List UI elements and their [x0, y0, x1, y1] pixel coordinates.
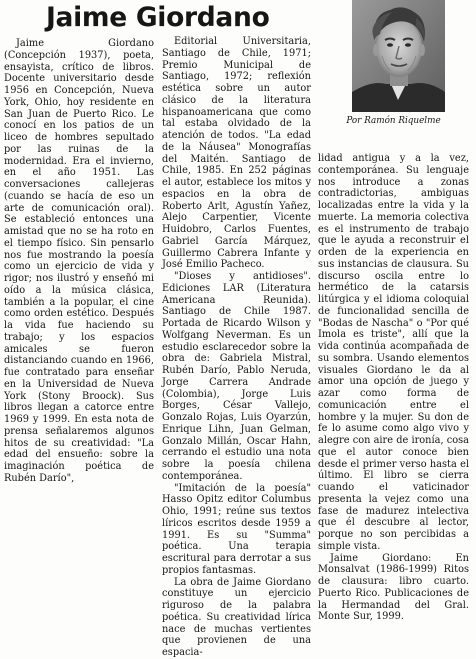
article-column-3 — [318, 153, 469, 623]
paragraph: lidad antigua y a la vez, contemporánea. Su lenguaje nos introduce a zonas contradictorias, ambiguas localizadas entre la vida y la muerte. La memoria colectiva es el instrumento de trabajo que le ayuda a reconstruir el orden de la experiencia en sus instancias de clausura. Su discurso oscila entre lo hermético de la catarsis litúrgica y el idioma coloquial de funcionalidad sencilla de "Bodas de Nascha" o "Por qué Imola es triste", allí que la vida continúa acompañada de su sombra. Usando elementos visuales Giordano le da al amor una opción de juego y azar como forma de comunicación entre el hombre y la mujer. Su don de fe lo asume como algo vivo y alegre con aire de ironía, cosa que el autor conoce bien desde el primer verso hasta el último. El libro se cierra cuando el vaticinador presenta la vejez como una fase de madurez intelectiva que él descubre al lector, porque no son percibidas a simple vista. — [318, 153, 469, 552]
author-portrait-photo — [352, 0, 445, 112]
paragraph: Jaime Giordano (Concepción 1937), poeta, ensayista, crítico de libros. Docente universitario desde 1956 en Concepción, Nueva York, Ohio, hoy residente en San Juan de Puerto Rico. Le conocí en los patios de un liceo de hombres sepultado por las ruinas de la modernidad. Era el invierno, en el año 1951. Las conversaciones callejeras (cuando se hacía de eso un arte de comunicación oral). Se estableció entonces una amistad que no se ha roto en el tiempo físico. Sin pensarlo nos fue mostrando la poesía como un ejercicio de vida y rigor; nos ilustró y enseñó mi oído a la música clásica, también a la popular, el cine como orden estético. Después la vida fue haciendo su trabajo; y los espacios amicales se fueron distanciando cuando en 1966, fue contratado para enseñar en la Universidad de Nueva York (Stony Broock). Sus libros llegan a catorce entre 1969 y 1999. En esta nota de prensa señalaremos algunos hitos de su creatividad: "La edad del ensueño: sobre la imaginación poética de Rubén Darío", — [4, 38, 154, 484]
paragraph: Jaime Giordano: En Monsalvat (1986-1999) Ritos de clausura: libro cuarto. Puerto Rico. Publicaciones de la Hermandad del Gral. Monte Sur, 1999. — [318, 552, 469, 623]
paragraph: "Dioses y antidioses". Ediciones LAR (Literatura Americana Reunida). Santiago de Chile 1987. Portada de Ricardo Wilson y Wolfgang Neverman. Es un estudio esclarecedor sobre la obra de: Gabriela Mistral, Rubén Darío, Pablo Neruda, Jorge Carrera Andrade (Colombia), Jorge Luis Borges, César Vallejo, Gonzalo Rojas, Luis Oyarzún, Enrique Lihn, Juan Gelman, Gonzalo Millán, Oscar Hahn, cerrando el estudio una nota sobre la poesía chilena contemporánea. — [162, 271, 311, 482]
article-column-2 — [162, 36, 311, 658]
article-title: Jaime Giordano — [46, 2, 270, 33]
article-column-1 — [4, 38, 154, 594]
portrait-image — [352, 0, 445, 112]
photo-caption: Por Ramón Riquelme — [346, 116, 441, 126]
paragraph: "Imitación de la poesía" Hasso Opitz editor Columbus Ohio, 1991; reúne sus textos líricos escritos desde 1959 a 1991. Es su "Summa" poética. Una terapia escritural para derrotar a sus propios fantasmas. — [162, 482, 311, 576]
paragraph: Editorial Universitaria, Santiago de Chile, 1971; Premio Municipal de Santiago, 1972; reflexión estética sobre un autor clásico de la literatura hispanoamericana que como tal estaba olvidado de la atención de todos. "La edad de la Náusea" Monografías del Maitén. Santiago de Chile, 1985. En 252 páginas el autor, establece los mitos y espacios en la obra de Roberto Arlt, Agustín Yañez, Alejo Carpentier, Vicente Huidobro, Carlos Fuentes, Gabriel García Márquez, Guillermo Cabrera Infante y José Emilio Pacheco. — [162, 36, 311, 271]
paragraph: La obra de Jaime Giordano constituye un ejercicio riguroso de la palabra poética. Su creatividad lírica nace de muchas vertientes que provienen de una espacia- — [162, 576, 311, 658]
